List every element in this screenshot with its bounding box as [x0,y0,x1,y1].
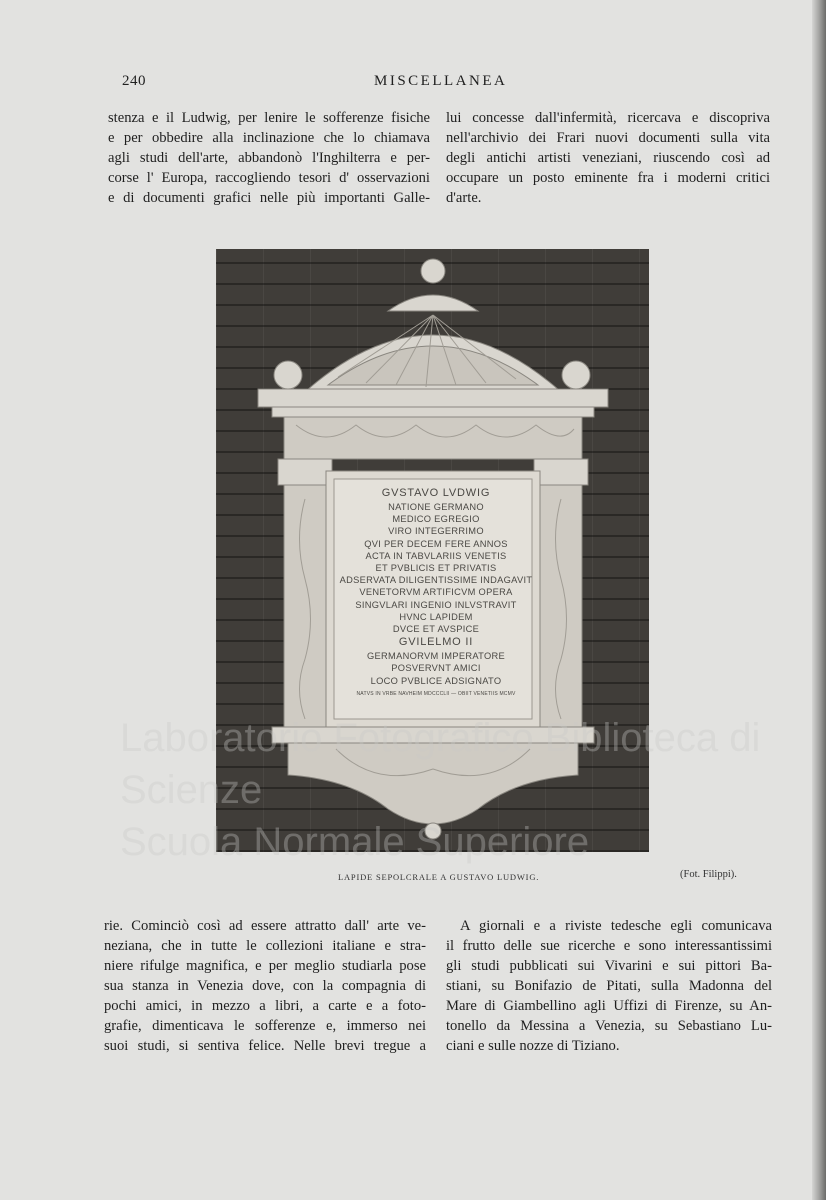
text-line: e di documenti grafici nelle più importanti Galle- [108,190,430,206]
inscription-line: DVCE ET AVSPICE [392,624,480,635]
text-line: degli antichi artisti veneziani, riuscendo così ad [446,150,770,166]
inscription-line: MEDICO EGREGIO [392,514,480,525]
inscription-line: GERMANORVM IMPERATORE [366,651,506,662]
text-line: gli studi pubblicati sui Vivarini e sui pittori Ba- [446,958,772,974]
text-line: ciani e sulle nozze di Tiziano. [446,1038,620,1054]
inscription-line: GVSTAVO LVDWIG [381,487,491,499]
text-line: sua stanza in Venezia dove, con la compagnia di [104,978,426,994]
text-line: stiani, su Bonifazio de Pitati, sulla Madonna del [446,978,772,994]
text-line: Mare di Giambellino agli Uffizi di Firenze, su An- [446,998,772,1014]
text-column-top-left [108,108,430,208]
page-edge [812,0,826,1200]
figure-caption: LAPIDE SEPOLCRALE A GUSTAVO LUDWIG. [338,872,540,882]
inscription-line: HVNC LAPIDEM [399,611,473,622]
inscription-footer: NATVS IN VRBE NAVHEIM MDCCCLII — OBIIT VENETIIS MCMV [356,690,516,697]
photo-credit: (Fot. Filippi). [680,869,737,880]
inscription-line: QVI PER DECEM FERE ANNOS [364,538,508,549]
inscription-line: GVILELMO II [398,636,474,649]
running-title: MISCELLANEA [374,73,508,89]
text-line: lui concesse dall'infermità, ricercava e discopriva [446,110,770,126]
text-line: suoi studi, si sentiva felice. Nelle brevi tregue a [104,1038,426,1054]
inscription-line: SINGVLARI INGENIO INLVSTRAVIT [355,599,517,610]
plaque-inscription [336,486,536,699]
text-line: grafie, dimenticava le sofferenze e, immerso nei [104,1018,426,1034]
text-line: nell'archivio dei Frari nuovi documenti sulla vita [446,130,770,146]
inscription-line: NATIONE GERMANO [388,502,484,512]
text-line: A giornali e a riviste tedesche egli comunicava [460,918,772,934]
text-column-bottom-right [446,916,772,1056]
watermark-line: Scuola Normale Superiore [120,820,590,864]
page-number: 240 [122,73,146,89]
inscription-line: VIRO INTEGERRIMO [388,526,484,537]
inscription-line: VENETORVM ARTIFICVM OPERA [359,587,513,598]
text-column-bottom-left [104,916,426,1056]
inscription-line: ADSERVATA DILIGENTISSIME INDAGAVIT [339,575,533,586]
text-line: pochi amici, in mezzo a libri, a carte e a foto- [104,998,426,1014]
text-line: agli studi dell'arte, abbandonò l'Inghilterra e per- [108,150,430,166]
text-line: neziana, che in tutte le collezioni italiane e stra- [104,938,426,954]
text-line: stenza e il Ludwig, per lenire le sofferenze fisiche [108,110,430,126]
inscription-line: POSVERVNT AMICI [391,663,481,674]
inscription-line: ET PVBLICIS ET PRIVATIS [375,563,497,574]
inscription-line: ACTA IN TABVLARIIS VENETIS [365,550,507,561]
text-line: il frutto delle sue ricerche e sono interessantissimi [446,938,772,954]
text-line: rie. Cominciò così ad essere attratto dall' arte ve- [104,918,426,934]
inscription-line: LOCO PVBLICE ADSIGNATO [370,675,502,686]
watermark-line: Laboratorio Fotografico Biblioteca di Scienze [120,716,761,812]
text-line: corse l' Europa, raccogliendo tesori d' osservazioni [108,170,430,186]
text-line: d'arte. [446,190,482,206]
plaque-photograph [216,249,649,852]
text-line: e per obbedire alla inclinazione che lo chiamava [108,130,430,146]
text-line: tonello da Messina a Venezia, su Sebastiano Lu- [446,1018,772,1034]
text-line: niere rifulge magnifica, e per meglio studiarla pose [104,958,426,974]
text-column-top-right [446,108,770,208]
text-line: occupare un posto eminente fra i moderni critici [446,170,770,186]
